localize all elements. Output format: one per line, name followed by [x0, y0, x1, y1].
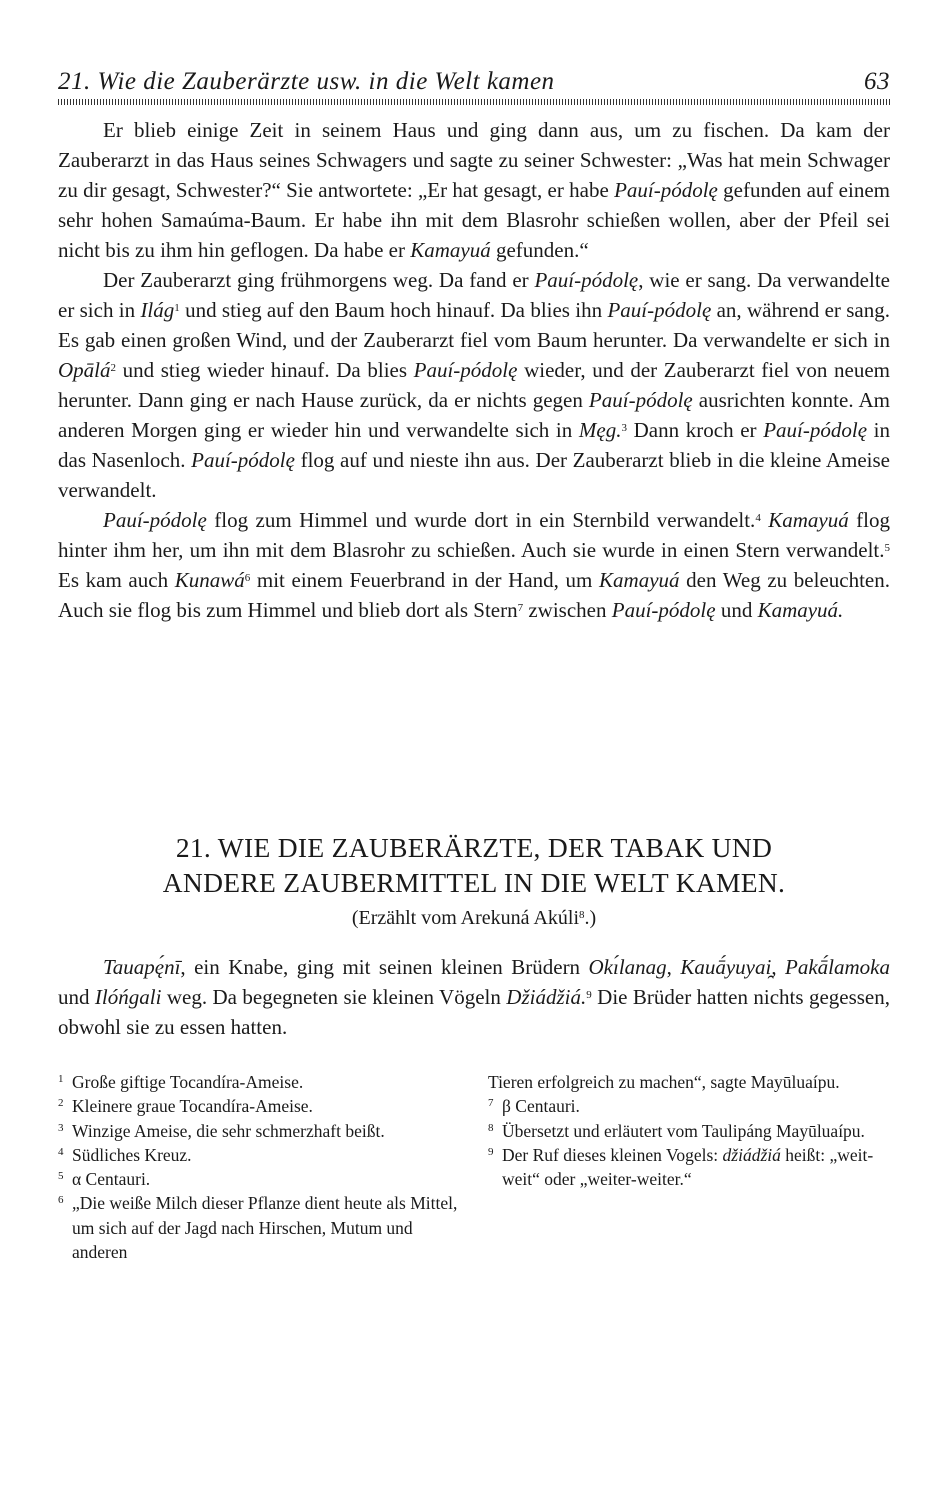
chapter-title-line-1: 21. WIE DIE ZAUBERÄRZTE, DER TABAK UND	[175, 832, 773, 863]
page-number: 63	[864, 68, 890, 95]
footnotes	[58, 1070, 890, 1264]
footnote-9: $^9$ Der Ruf dieses kleinen Vogels: džiádžiá heißt: „weit-weit“ oder „weiter-weiter.“	[488, 1144, 874, 1190]
footnote-3: $^3$ Winzige Ameise, die sehr schmerzhaft beißt.	[58, 1120, 385, 1141]
paragraph-3: Pauí-pódolę flog zum Himmel und wurde dort in ein Sternbild verwandelt.$^4$ Kamayuá flog hinter ihm her, um ihn mit dem Blasrohr zu schießen. Auch sie wurde in einen Stern verwandelt.$^5$ Es kam auch Kunawá$^6$ mit einem Feuerbrand in der Hand, um Kamayuá den Weg zu beleuchten. Auch sie flog bis zum Himmel und blieb dort als Stern$^7$ zwischen Pauí-pódolę und Kamayuá.	[58, 508, 891, 622]
story-text	[58, 952, 890, 1042]
chapter-title-line-2: ANDERE ZAUBERMITTEL IN DIE WELT KAMEN.	[162, 867, 786, 898]
footnote-4: $^4$ Südliches Kreuz.	[58, 1144, 192, 1165]
footnote-7: $^7$ β Centauri.	[488, 1096, 580, 1117]
paragraph-2: Der Zauberarzt ging frühmorgens weg. Da fand er Pauí-pódolę, wie er sang. Da verwandelte er sich in Ilág$^1$ und stieg auf den Baum hoch hinauf. Da blies ihn Pauí-pódolę an, während er sang. Es gab einen großen Wind, und der Zauberarzt fiel vom Baum herunter. Da verwandelte er sich in Opālá$^2$ und stieg wieder hinauf. Da blies Pauí-pódolę wieder, und der Zauberarzt fiel von neuem herunter. Dann ging er nach Hause zurück, da er nichts gegen Pauí-pódolę ausrichten konnte. Am anderen Morgen ging er wieder hin und verwandelte sich in Męg.$^3$ Dann kroch er Pauí-pódolę in das Nasenloch. Pauí-pódolę flog auf und nieste ihn aus. Der Zauberarzt blieb in die kleine Ameise verwandelt.	[58, 268, 890, 502]
footnote-8: $^8$ Übersetzt und erläutert vom Taulipáng Mayūluaípu.	[488, 1120, 865, 1141]
footnote-2: $^2$ Kleinere graue Tocandíra-Ameise.	[58, 1096, 313, 1117]
running-head	[58, 68, 890, 96]
body-text	[58, 115, 890, 625]
footnote-6-continued: Tieren erfolgreich zu machen“, sagte Mayūluaípu.	[488, 1072, 840, 1092]
paragraph-1: Er blieb einige Zeit in seinem Haus und ging dann aus, um zu fischen. Da kam der Zauberarzt in das Haus seines Schwagers und sagte zu seiner Schwester: „Was hat mein Schwager zu dir gesagt, Schwester?“ Sie antwortete: „Er hat gesagt, er habe Pauí-pódolę gefunden auf einem sehr hohen Samaúma-Baum. Er habe ihn mit dem Blasrohr schießen wollen, aber der Pfeil sei nicht bis zu ihm hin geflogen. Da habe er Kamayuá gefunden.“	[58, 118, 890, 262]
footnote-5: $^5$ α Centauri.	[58, 1169, 151, 1190]
footnote-6: $^6$ „Die weiße Milch dieser Pflanze dient heute als Mittel, um sich auf der Jagd nach Hirschen, Mutum und anderen	[58, 1193, 458, 1263]
header-rule	[58, 99, 890, 105]
chapter-heading	[58, 830, 890, 900]
story-paragraph: Tauapę́nī, ein Knabe, ging mit seinen kleinen Brüdern Okı́lanag, Kauā́yuyai̯, Pakā́lamoka und Ilóńgali weg. Da begegneten sie kleinen Vögeln Džiádžiá.$^9$ Die Brüder hatten nichts gegessen, obwohl sie zu essen hatten.	[58, 955, 891, 1039]
footnotes-right-column	[488, 1070, 890, 1264]
footnotes-left-column	[58, 1070, 460, 1264]
chapter-subtitle: (Erzählt vom Arekuná Akúli$^8$.)	[351, 907, 597, 929]
running-title: 21. Wie die Zauberärzte usw. in die Welt kamen	[58, 68, 555, 95]
footnote-1: $^1$ Große giftige Tocandíra-Ameise.	[58, 1072, 304, 1092]
